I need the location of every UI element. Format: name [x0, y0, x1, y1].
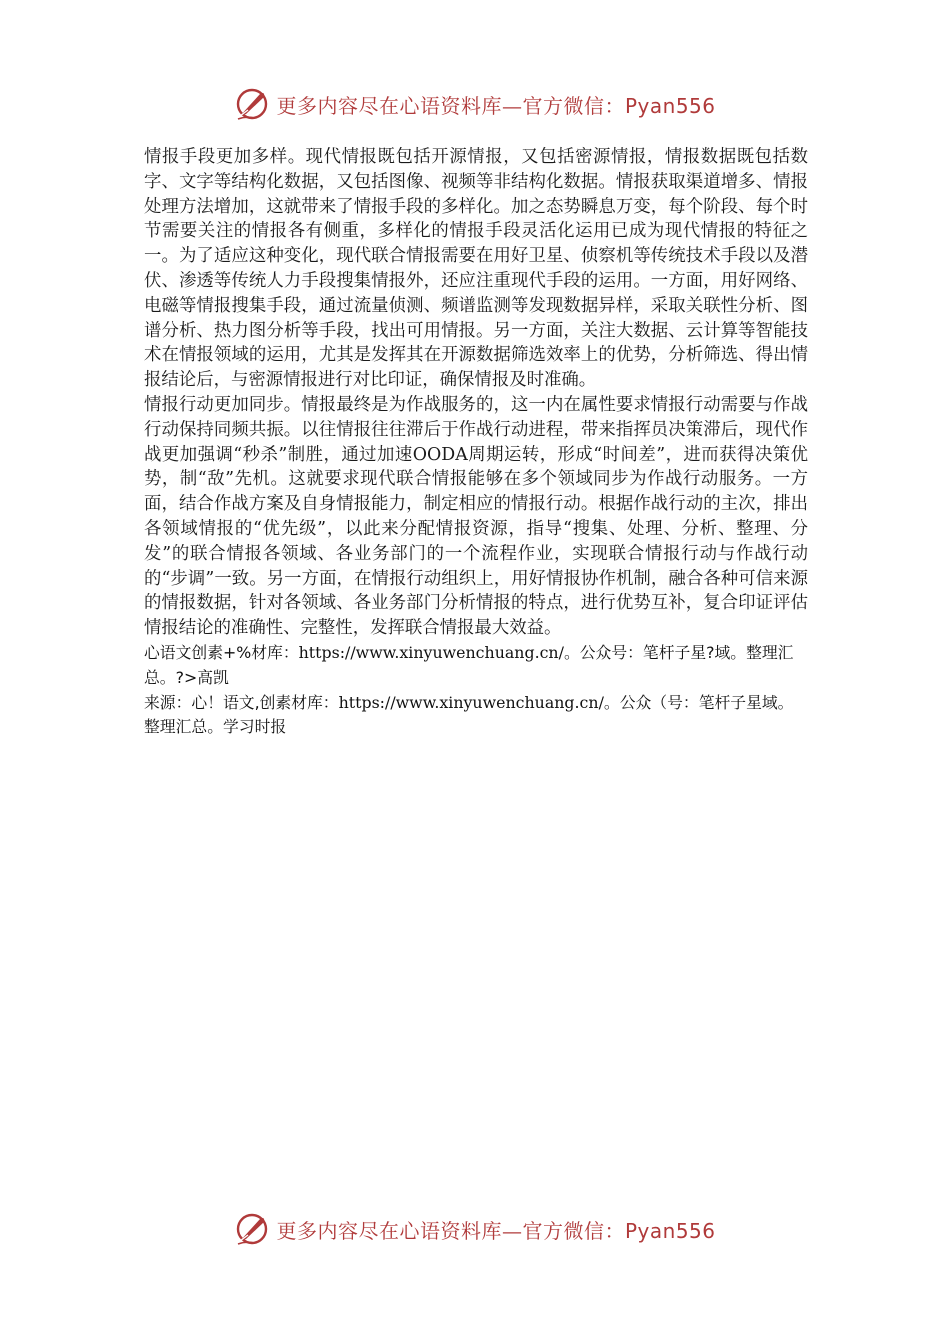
source-note-1: 心语文创素+%材库：https://www.xinyuwenchuang.cn/。公众号：笔杆子星?域。整理汇总。?>高凯 [144, 642, 794, 687]
paragraph-intel-sync: 情报行动更加同步。情报最终是为作战服务的，这一内在属性要求情报行动需要与作战行动保持同频共振。以往情报往往滞后于作战行动进程，带来指挥员决策滞后，现代作战更加强调“秒杀”制胜，通过加速OODA周期运转，形成“时间差”，进而获得决策优势，制“敌”先机。这就要求现代联合情报能够在多个领域同步为作战行动服务。一方面，结合作战方案及自身情报能力，制定相应的情报行动。根据作战行动的主次，排出各领域情报的“优先级”，以此来分配情报资源，指导“搜集、处理、分析、整理、分发”的联合情报各领域、各业务部门的一个流程作业，实现联合情报行动与作战行动的“步调”一致。另一方面，在情报行动组织上，用好情报协作机制，融合各种可信来源的情报数据，针对各领域、各业务部门分析情报的特点，进行优势互补，复合印证评估情报结论的准确性、完整性，发挥联合情报最大效益。 [144, 394, 808, 639]
header-banner [0, 84, 950, 124]
source-url-2[interactable]: https://www.xinyuwenchuang.cn/ [338, 692, 604, 712]
banner-text: 更多内容尽在心语资料库—官方微信：Pyan556 [276, 93, 716, 118]
quill-pen-logo-icon [234, 1211, 270, 1247]
source-note-2: 来源：心！语文,创素材库：https://www.xinyuwenchuang.cn/。公众（号：笔杆子星域。整理汇总。学习时报 [144, 692, 794, 737]
document-body [144, 145, 808, 740]
paragraph-intel-means: 情报手段更加多样。现代情报既包括开源情报，又包括密源情报，情报数据既包括数字、文字等结构化数据，又包括图像、视频等非结构化数据。情报获取渠道增多、情报处理方法增加，这就带来了情报手段的多样化。加之态势瞬息万变，每个阶段、每个时节需要关注的情报各有侧重，多样化的情报手段灵活化运用已成为现代情报的特征之一。为了适应这种变化，现代联合情报需要在用好卫星、侦察机等传统技术手段以及潜伏、渗透等传统人力手段搜集情报外，还应注重现代手段的运用。一方面，用好网络、电磁等情报搜集手段，通过流量侦测、频谱监测等发现数据异样，采取关联性分析、图谱分析、热力图分析等手段，找出可用情报。另一方面，关注大数据、云计算等智能技术在情报领域的运用，尤其是发挥其在开源数据筛选效率上的优势，分析筛选、得出情报结论后，与密源情报进行对比印证，确保情报及时准确。 [144, 147, 808, 391]
banner-text: 更多内容尽在心语资料库—官方微信：Pyan556 [276, 1218, 716, 1243]
wechat-id: Pyan556 [624, 93, 716, 118]
quill-pen-logo-icon [234, 86, 270, 122]
source-url-1[interactable]: https://www.xinyuwenchuang.cn/ [298, 642, 564, 662]
footer-banner [0, 1209, 950, 1249]
wechat-id: Pyan556 [624, 1218, 716, 1243]
